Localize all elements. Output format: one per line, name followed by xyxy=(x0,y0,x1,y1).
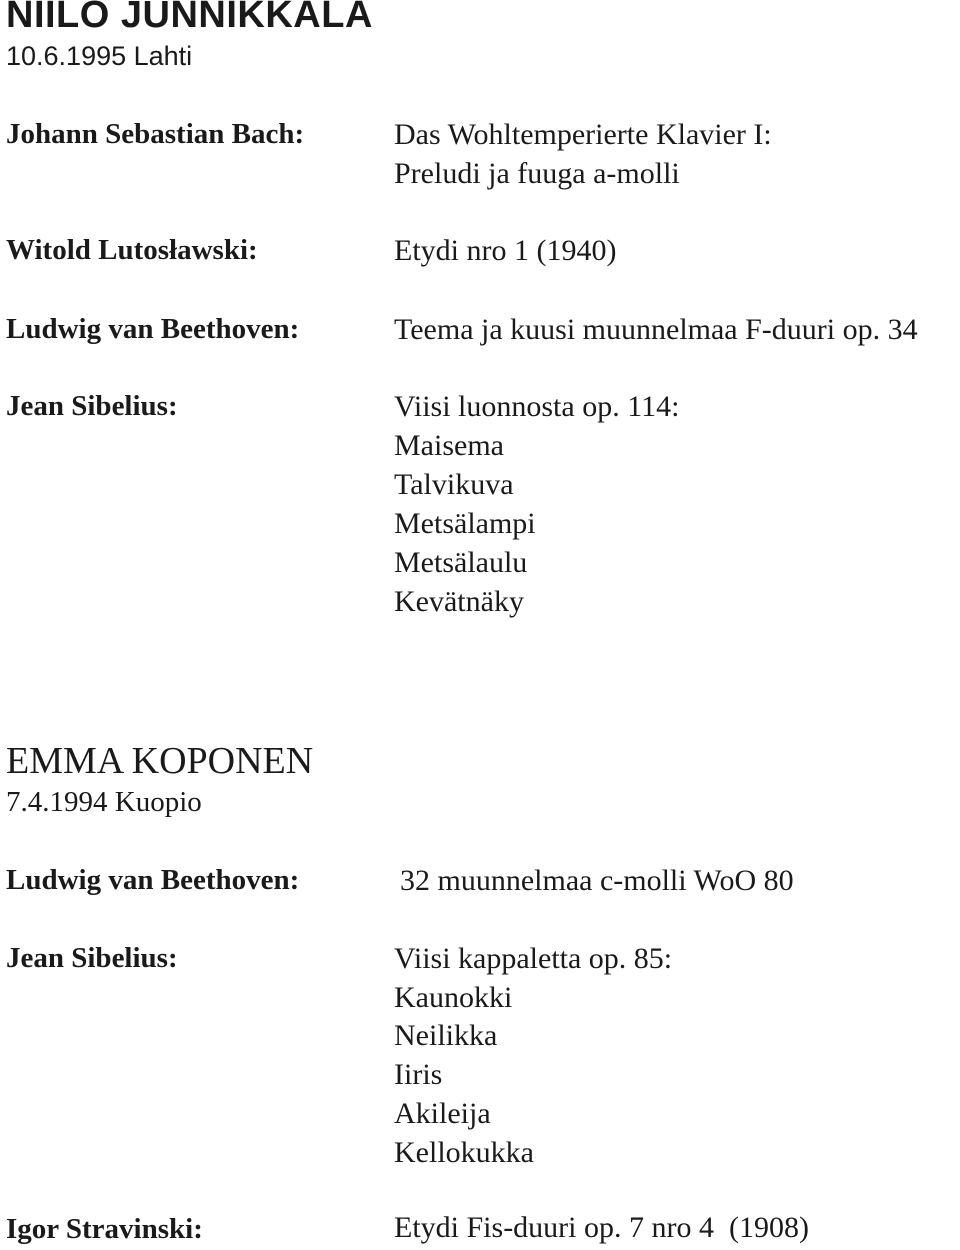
performer-birth-info: 10.6.1995 Lahti xyxy=(6,41,193,71)
work-title: Das Wohltemperierte Klavier I: xyxy=(394,118,772,151)
work-title: Viisi kappaletta op. 85: xyxy=(394,942,673,975)
performer-name: NIILO JUNNIKKALA xyxy=(6,0,373,36)
work-title: Metsälaulu xyxy=(394,546,528,579)
composer-name: Jean Sibelius: xyxy=(6,942,178,974)
work-title: Kevätnäky xyxy=(394,585,524,618)
composer-name: Igor Stravinski: xyxy=(6,1213,203,1245)
composer-name: Ludwig van Beethoven: xyxy=(6,313,300,345)
work-title: Kaunokki xyxy=(394,981,513,1014)
performer-name: EMMA KOPONEN xyxy=(6,740,314,782)
composer-name: Ludwig van Beethoven: xyxy=(6,864,300,896)
work-title: Etydi nro 1 (1940) xyxy=(394,234,617,267)
work-title: Metsälampi xyxy=(394,507,536,540)
composer-name: Johann Sebastian Bach: xyxy=(6,118,305,150)
work-title: Neilikka xyxy=(394,1019,498,1052)
work-title: Preludi ja fuuga a-molli xyxy=(394,157,680,190)
work-title: Talvikuva xyxy=(394,468,514,501)
work-title: Viisi luonnosta op. 114: xyxy=(394,390,680,423)
work-title: Etydi Fis-duuri op. 7 nro 4 (1908) xyxy=(394,1211,809,1244)
work-title: Akileija xyxy=(394,1097,491,1130)
composer-name: Jean Sibelius: xyxy=(6,390,178,422)
work-title: Iiris xyxy=(394,1058,443,1091)
work-title: Maisema xyxy=(394,429,504,462)
performer-birth-info: 7.4.1994 Kuopio xyxy=(6,786,202,818)
composer-name: Witold Lutosławski: xyxy=(6,234,258,266)
work-title: Teema ja kuusi muunnelmaa F-duuri op. 34 xyxy=(394,313,918,346)
work-title: 32 muunnelmaa c-molli WoO 80 xyxy=(400,864,794,897)
work-title: Kellokukka xyxy=(394,1136,534,1169)
